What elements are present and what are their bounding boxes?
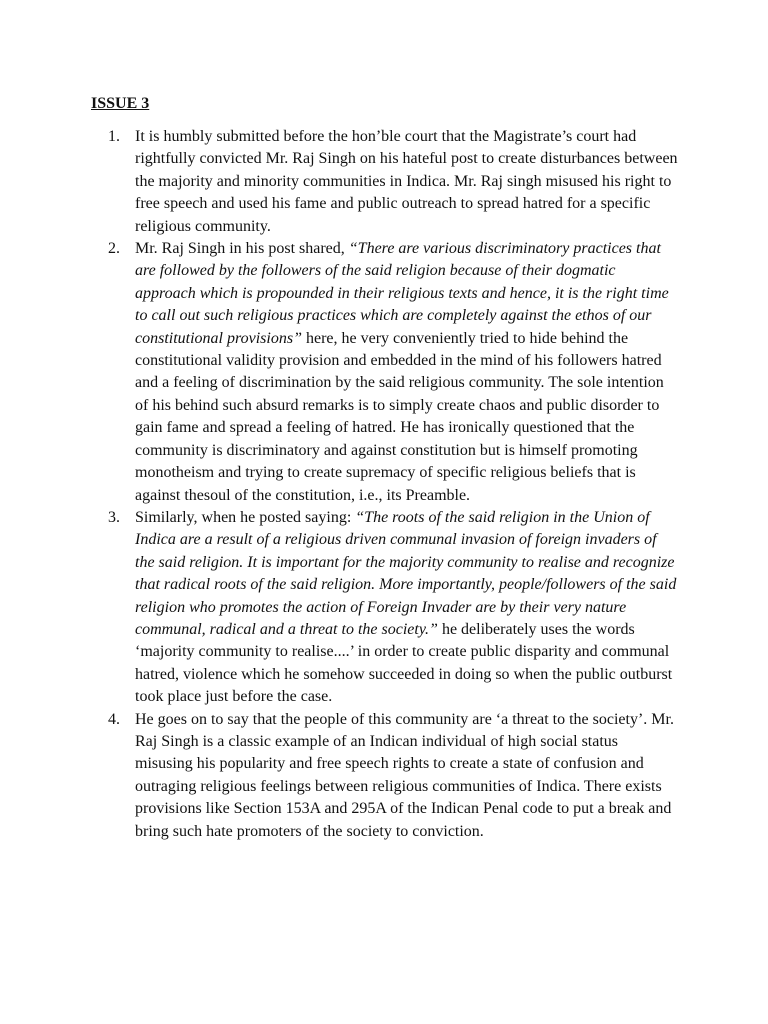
quoted-post-text: “The roots of the said religion in the Union of Indica are a result of a religious driven communal invasion of foreign invaders of the said religion. It is important for the majority community to realise and recognize that radical roots of the said religion. More importantly, people/followers of the said religion who promotes the action of Foreign Invader are by their very nature communal, radical and a threat to the society.” bbox=[135, 508, 677, 638]
paragraph-text-lead: Similarly, when he posted saying: bbox=[135, 508, 356, 526]
list-number: 3. bbox=[108, 508, 120, 526]
paragraph-text: It is humbly submitted before the hon’ble court that the Magistrate’s court had rightfully convicted Mr. Raj Singh on his hateful post to create disturbances between the majority and minority communities in Indica. Mr. Raj singh misused his right to free speech and used his fame and public outreach to spread hatred for a specific religious community. bbox=[135, 128, 678, 235]
paragraph-text: He goes on to say that the people of this community are ‘a threat to the society’. Mr. Raj Singh is a classic example of an Indican individual of high social status misusing his popularity and free speech rights to create a state of confusion and outraging religious feelings between religious communities of Indica. There exists provisions like Section 153A and 295A of the Indican Penal code to put a break and bring such hate promoters of the society to conviction. bbox=[135, 710, 674, 840]
paragraph-text-continued: he deliberately uses the words ‘majority community to realise....’ in order to create public disparity and communal hatred, violence which he somehow succeeded in doing so when the public outburst took place just before the case. bbox=[135, 620, 673, 706]
numbered-list bbox=[108, 126, 678, 843]
list-number: 2. bbox=[108, 240, 120, 258]
list-number: 1. bbox=[108, 128, 120, 145]
paragraph-text-lead: Mr. Raj Singh in his post shared, bbox=[135, 240, 349, 258]
section-heading: ISSUE 3 bbox=[91, 95, 150, 112]
list-item-3 bbox=[108, 507, 678, 709]
list-item-1 bbox=[108, 126, 678, 238]
list-item-2 bbox=[108, 238, 678, 507]
paragraph-text-continued: here, he very conveniently tried to hide behind the constitutional validity provision and embedded in the mind of his followers hatred and a feeling of discrimination by the said religious community. The sole intention of his behind such absurd remarks is to simply create chaos and public disorder to gain fame and spread a feeling of hatred. He has ironically questioned that the community is discriminatory and against constitution but is himself promoting monotheism and trying to create supremacy of specific religious beliefs that is against thesoul of the constitution, i.e., its Preamble. bbox=[135, 329, 664, 504]
quoted-post-text: “There are various discriminatory practices that are followed by the followers of the said religion because of their dogmatic approach which is propounded in their religious texts and hence, it is the right time to call out such religious practices which are completely against the ethos of our constitutional provisions” bbox=[135, 240, 669, 347]
list-number: 4. bbox=[108, 710, 120, 728]
list-item-4 bbox=[108, 709, 678, 843]
